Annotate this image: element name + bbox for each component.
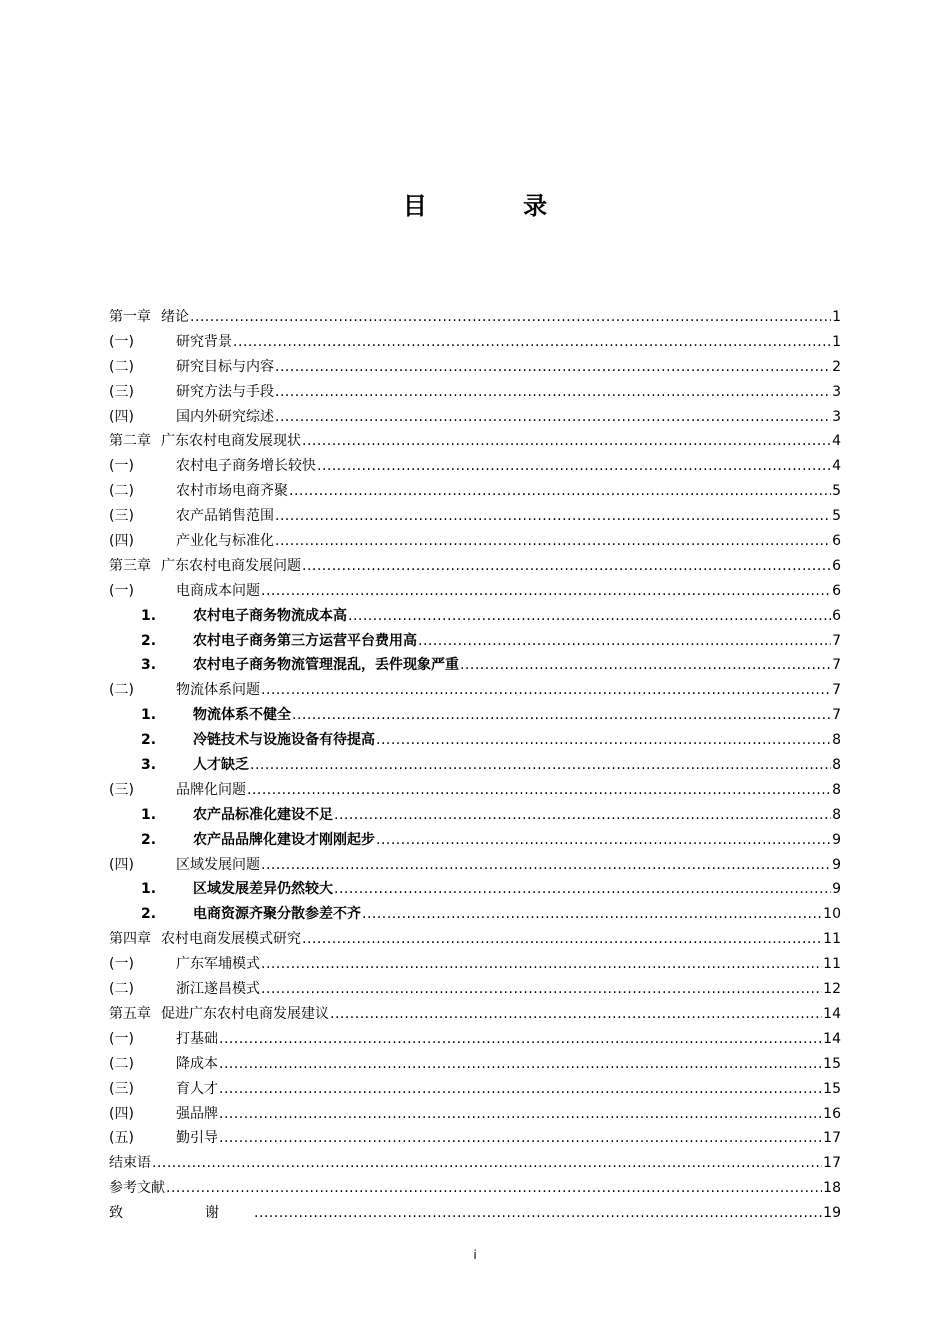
toc-entry[interactable]	[109, 1102, 841, 1127]
dot-leader	[334, 803, 831, 828]
dot-leader	[219, 1126, 822, 1151]
toc-entry-page: 16	[823, 1105, 841, 1122]
toc-entry-page: 7	[832, 682, 841, 699]
toc-entry-page: 5	[832, 483, 841, 500]
toc-entry-page: 17	[823, 1155, 841, 1172]
toc-entry-number: (二)	[109, 682, 134, 699]
toc-entry-number: 1.	[141, 707, 157, 724]
toc-entry[interactable]	[109, 902, 841, 927]
dot-leader	[302, 429, 831, 454]
toc-entry-number: (一)	[109, 956, 134, 973]
dot-leader	[254, 1201, 822, 1226]
toc-entry-number: (一)	[109, 1030, 134, 1047]
toc-entry-title: 育人才	[176, 1080, 218, 1097]
toc-entry[interactable]	[109, 1077, 841, 1102]
toc-entry-number: 第四章	[109, 931, 151, 948]
toc-entry[interactable]	[109, 529, 841, 554]
toc-entry-page: 9	[832, 831, 841, 848]
toc-entry-number: 第五章	[109, 1005, 151, 1022]
toc-entry[interactable]	[109, 1027, 841, 1052]
toc-entry-title: 电商资源齐聚分散参差不齐	[193, 906, 361, 923]
toc-entry[interactable]	[109, 1126, 841, 1151]
dot-leader	[292, 703, 831, 728]
toc-entry-number: (四)	[109, 408, 134, 425]
dot-leader	[261, 678, 831, 703]
toc-entry-number: 1.	[141, 806, 157, 823]
toc-entry[interactable]	[109, 653, 841, 678]
toc-entry-page: 12	[823, 981, 841, 998]
toc-entry-page: 4	[832, 433, 841, 450]
toc-entry-page: 8	[832, 781, 841, 798]
dot-leader	[219, 1102, 822, 1127]
toc-entry-title: 研究目标与内容	[176, 358, 274, 375]
toc-entry-number: (三)	[109, 1080, 134, 1097]
dot-leader	[275, 380, 831, 405]
dot-leader	[247, 778, 831, 803]
toc-entry[interactable]	[109, 330, 841, 355]
toc-entry-number: (一)	[109, 458, 134, 475]
toc-entry-number: 第二章	[109, 433, 151, 450]
toc-entry-number: 第三章	[109, 557, 151, 574]
toc-entry-page: 18	[823, 1180, 841, 1197]
toc-entry-number: 3.	[141, 757, 157, 774]
toc-entry[interactable]	[109, 977, 841, 1002]
toc-entry[interactable]	[109, 803, 841, 828]
toc-entry[interactable]	[109, 380, 841, 405]
toc-entry-number: 1.	[141, 607, 157, 624]
dot-leader	[302, 554, 831, 579]
dot-leader	[261, 579, 831, 604]
toc-entry-page: 10	[823, 906, 841, 923]
toc-entry-page: 8	[832, 806, 841, 823]
toc-entry-number: (二)	[109, 981, 134, 998]
toc-entry-title: 农村电子商务物流成本高	[193, 607, 347, 624]
dot-leader	[190, 305, 831, 330]
toc-entry-title: 勤引导	[176, 1130, 218, 1147]
toc-entry-title: 冷链技术与设施设备有待提高	[193, 732, 375, 749]
toc-entry-page: 4	[832, 458, 841, 475]
toc-entry[interactable]	[109, 454, 841, 479]
dot-leader	[275, 529, 831, 554]
toc-entry-number: (三)	[109, 781, 134, 798]
toc-entry[interactable]	[109, 604, 841, 629]
dot-leader	[418, 629, 831, 654]
toc-entry[interactable]	[109, 479, 841, 504]
toc-entry-title: 农产品品牌化建设才刚刚起步	[193, 831, 375, 848]
toc-entry[interactable]	[109, 1176, 841, 1201]
toc-entry-page: 15	[823, 1055, 841, 1072]
toc-entry-page: 9	[832, 881, 841, 898]
toc-entry-title: 降成本	[176, 1055, 218, 1072]
dot-leader	[376, 728, 831, 753]
dot-leader	[289, 479, 831, 504]
dot-leader	[166, 1176, 822, 1201]
toc-entry[interactable]	[109, 678, 841, 703]
toc-entry-page: 6	[832, 557, 841, 574]
dot-leader	[302, 927, 822, 952]
toc-entry-page: 1	[832, 309, 841, 325]
dot-leader	[219, 1052, 822, 1077]
toc-entry-number: (四)	[109, 856, 134, 873]
toc-entry-page: 14	[823, 1005, 841, 1022]
toc-entry-number: 1.	[141, 881, 157, 898]
toc-entry-number: (四)	[109, 1105, 134, 1122]
toc-entry-title: 打基础	[176, 1030, 218, 1047]
toc-entry-page: 6	[832, 607, 841, 624]
toc-entry-title: 浙江遂昌模式	[176, 981, 260, 998]
toc-entry-number: (三)	[109, 508, 134, 525]
toc-entry-page: 5	[832, 508, 841, 525]
toc-entry-title: 农村电子商务物流管理混乱，丢件现象严重	[193, 657, 459, 674]
toc-entry[interactable]	[109, 355, 841, 380]
toc-entry-number: (三)	[109, 383, 134, 400]
toc-entry[interactable]	[109, 778, 841, 803]
toc-entry-page: 8	[832, 732, 841, 749]
toc-entry[interactable]	[109, 1002, 841, 1027]
toc-entry-page: 3	[832, 408, 841, 425]
toc-entry-title: 电商成本问题	[176, 582, 260, 599]
toc-entry-number: (五)	[109, 1130, 134, 1147]
toc-entry-page: 17	[823, 1130, 841, 1147]
toc-entry-title: 研究背景	[176, 333, 232, 350]
page-title: 目 录	[402, 192, 592, 220]
dot-leader	[219, 1027, 822, 1052]
dot-leader	[219, 1077, 822, 1102]
toc-entry-title: 绪论	[161, 309, 189, 325]
dot-leader	[275, 504, 831, 529]
toc-entry-number: (四)	[109, 533, 134, 550]
toc-entry-page: 6	[832, 582, 841, 599]
toc-entry-page: 9	[832, 856, 841, 873]
toc-entry[interactable]	[109, 728, 841, 753]
toc-entry-number: 3.	[141, 657, 157, 674]
toc-entry-page: 7	[832, 657, 841, 674]
toc-entry-number: 2.	[141, 632, 157, 649]
toc-entry-title: 农产品销售范围	[176, 508, 274, 525]
toc-entry-title: 农村电子商务增长较快	[176, 458, 316, 475]
page-footer-number: i	[473, 1248, 477, 1262]
dot-leader	[275, 405, 831, 430]
toc-entry[interactable]	[109, 429, 841, 454]
toc-entry-number: (一)	[109, 333, 134, 350]
toc-entry-title: 广东军埔模式	[176, 956, 260, 973]
toc-entry-title: 致 谢	[109, 1205, 253, 1222]
toc-entry[interactable]	[109, 877, 841, 902]
toc-entry-title: 农村市场电商齐聚	[176, 483, 288, 500]
dot-leader	[275, 355, 831, 380]
toc-entry-number: (二)	[109, 483, 134, 500]
toc-entry-number: 第一章	[109, 309, 151, 325]
toc-entry-title: 农产品标准化建设不足	[193, 806, 333, 823]
toc-entry-title: 农村电子商务第三方运营平台费用高	[193, 632, 417, 649]
toc-entry-title: 强品牌	[176, 1105, 218, 1122]
toc-entry-title: 结束语	[109, 1155, 151, 1172]
toc-entry[interactable]	[109, 1151, 841, 1176]
toc-entry-title: 产业化与标准化	[176, 533, 274, 550]
toc-entry[interactable]	[109, 952, 841, 977]
toc-entry-title: 农村电商发展模式研究	[161, 931, 301, 948]
toc-entry-title: 参考文献	[109, 1180, 165, 1197]
dot-leader	[460, 653, 831, 678]
toc-entry-page: 7	[832, 707, 841, 724]
toc-entry-number: (二)	[109, 358, 134, 375]
toc-entry[interactable]	[109, 629, 841, 654]
toc-entry-page: 11	[823, 956, 841, 973]
toc-entry[interactable]	[109, 1201, 841, 1226]
toc-entry-page: 2	[832, 358, 841, 375]
toc-entry-page: 3	[832, 383, 841, 400]
toc-entry-number: 2.	[141, 732, 157, 749]
toc-entry-title: 物流体系问题	[176, 682, 260, 699]
toc-entry[interactable]	[109, 579, 841, 604]
toc-entry-page: 19	[823, 1205, 841, 1222]
toc-entry-title: 区域发展差异仍然较大	[193, 881, 333, 898]
toc-entry-title: 促进广东农村电商发展建议	[161, 1005, 329, 1022]
dot-leader	[334, 877, 831, 902]
toc-entry[interactable]	[109, 828, 841, 853]
toc-entry-number: 2.	[141, 831, 157, 848]
dot-leader	[362, 902, 822, 927]
toc-entry[interactable]	[109, 305, 841, 330]
toc-entry-title: 人才缺乏	[193, 757, 249, 774]
toc-entry-page: 1	[832, 333, 841, 350]
dot-leader	[348, 604, 831, 629]
toc-entry-number: 2.	[141, 906, 157, 923]
toc-entry-title: 广东农村电商发展问题	[161, 557, 301, 574]
toc-entry[interactable]	[109, 927, 841, 952]
table-of-contents	[109, 305, 841, 1226]
dot-leader	[317, 454, 831, 479]
dot-leader	[250, 753, 831, 778]
dot-leader	[261, 952, 822, 977]
toc-entry-page: 15	[823, 1080, 841, 1097]
toc-entry[interactable]	[109, 504, 841, 529]
toc-entry-title: 区域发展问题	[176, 856, 260, 873]
toc-entry-number: (二)	[109, 1055, 134, 1072]
toc-entry[interactable]	[109, 405, 841, 430]
toc-entry-page: 8	[832, 757, 841, 774]
dot-leader	[330, 1002, 822, 1027]
toc-entry-page: 14	[823, 1030, 841, 1047]
toc-entry-title: 国内外研究综述	[176, 408, 274, 425]
dot-leader	[233, 330, 831, 355]
toc-entry-title: 品牌化问题	[176, 781, 246, 798]
toc-entry-number: (一)	[109, 582, 134, 599]
toc-entry-page: 6	[832, 533, 841, 550]
toc-entry[interactable]	[109, 853, 841, 878]
toc-entry-title: 物流体系不健全	[193, 707, 291, 724]
toc-entry-title: 广东农村电商发展现状	[161, 433, 301, 450]
dot-leader	[152, 1151, 822, 1176]
toc-entry[interactable]	[109, 753, 841, 778]
toc-entry-page: 7	[832, 632, 841, 649]
toc-entry-title: 研究方法与手段	[176, 383, 274, 400]
dot-leader	[261, 853, 831, 878]
toc-entry[interactable]	[109, 1052, 841, 1077]
toc-entry[interactable]	[109, 554, 841, 579]
toc-entry[interactable]	[109, 703, 841, 728]
dot-leader	[376, 828, 831, 853]
dot-leader	[261, 977, 822, 1002]
toc-entry-page: 11	[823, 931, 841, 948]
